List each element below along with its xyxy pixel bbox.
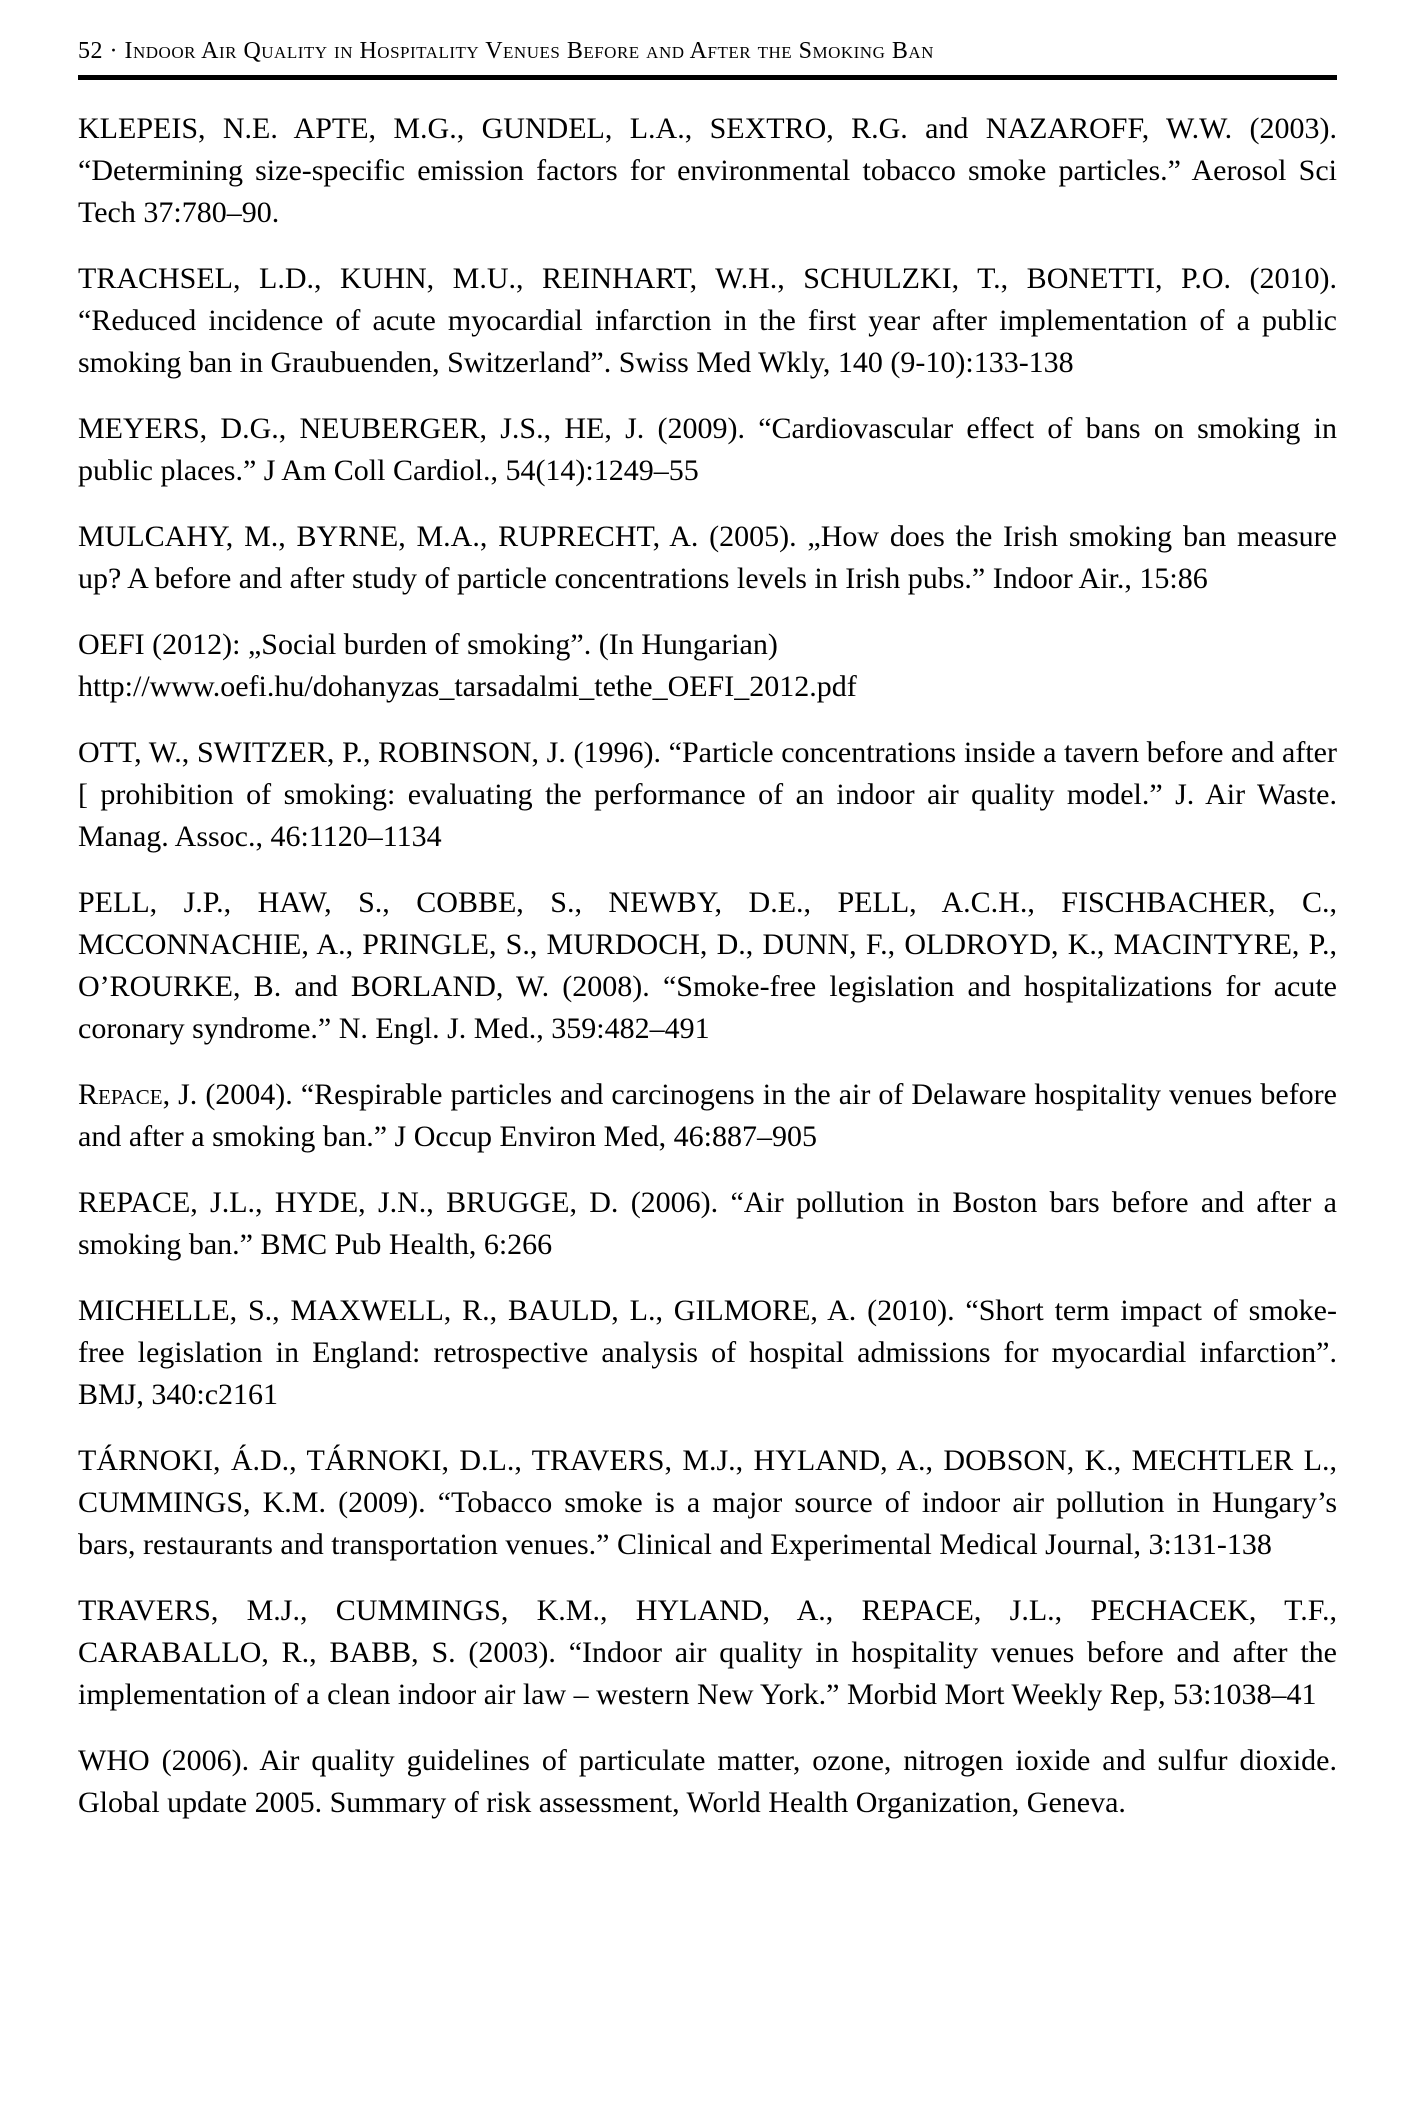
header-rule bbox=[78, 75, 1337, 80]
reference-text: TRAVERS, M.J., CUMMINGS, K.M., HYLAND, A., REPACE, J.L., PECHACEK, T.F., CARABALLO, R., BABB, S. (2003). “Indoor air quality in hospitality venues before and after the implementation of a clean indoor air law – western New York.” Morbid Mort Weekly Rep, 53:1038–41 bbox=[78, 1594, 1337, 1711]
reference-entry bbox=[78, 1182, 1337, 1266]
reference-entry bbox=[78, 624, 1337, 708]
reference-text: OEFI (2012): „Social burden of smoking”. (In Hungarian) bbox=[78, 628, 778, 661]
reference-entry bbox=[78, 258, 1337, 384]
reference-entry bbox=[78, 1290, 1337, 1416]
reference-author-smallcaps: Repace bbox=[78, 1078, 163, 1111]
reference-text: TRACHSEL, L.D., KUHN, M.U., REINHART, W.H., SCHULZKI, T., BONETTI, P.O. (2010). “Reduced incidence of acute myocardial infarction in the first year after implementation of a public smoking ban in Graubuenden, Switzerland”. Swiss Med Wkly, 140 (9-10):133-138 bbox=[78, 262, 1337, 379]
reference-text: REPACE, J.L., HYDE, J.N., BRUGGE, D. (2006). “Air pollution in Boston bars before and after a smoking ban.” BMC Pub Health, 6:266 bbox=[78, 1186, 1337, 1261]
reference-entry bbox=[78, 1740, 1337, 1824]
reference-text: MULCAHY, M., BYRNE, M.A., RUPRECHT, A. (2005). „How does the Irish smoking ban measure up? A before and after study of particle concentrations levels in Irish pubs.” Indoor Air., 15:86 bbox=[78, 520, 1337, 595]
reference-entry bbox=[78, 882, 1337, 1050]
reference-entry bbox=[78, 516, 1337, 600]
reference-text: PELL, J.P., HAW, S., COBBE, S., NEWBY, D.E., PELL, A.C.H., FISCHBACHER, C., MCCONNACHIE, A., PRINGLE, S., MURDOCH, D., DUNN, F., OLDROYD, K., MACINTYRE, P., O’ROURKE, B. and BORLAND, W. (2008). “Smoke-free legislation and hospitalizations for acute coronary syndrome.” N. Engl. J. Med., 359:482–491 bbox=[78, 886, 1337, 1045]
reference-url: http://www.oefi.hu/dohanyzas_tarsadalmi_tethe_OEFI_2012.pdf bbox=[78, 670, 857, 703]
reference-text: OTT, W., SWITZER, P., ROBINSON, J. (1996). “Particle concentrations inside a tavern before and after [ prohibition of smoking: evaluating the performance of an indoor air quality model.” J. Air Waste. Manag. Assoc., 46:1120–1134 bbox=[78, 736, 1337, 853]
reference-entry bbox=[78, 408, 1337, 492]
references-list bbox=[78, 108, 1337, 1824]
reference-text: , J. (2004). “Respirable particles and carcinogens in the air of Delaware hospitality venues before and after a smoking ban.” J Occup Environ Med, 46:887–905 bbox=[78, 1078, 1337, 1153]
reference-entry bbox=[78, 1440, 1337, 1566]
running-header bbox=[78, 30, 1337, 80]
running-header-text: 52 · Indoor Air Quality in Hospitality Venues Before and After the Smoking Ban bbox=[78, 38, 934, 64]
reference-text: MEYERS, D.G., NEUBERGER, J.S., HE, J. (2009). “Cardiovascular effect of bans on smoking in public places.” J Am Coll Cardiol., 54(14):1249–55 bbox=[78, 412, 1337, 487]
reference-text: KLEPEIS, N.E. APTE, M.G., GUNDEL, L.A., SEXTRO, R.G. and NAZAROFF, W.W. (2003). “Determining size-specific emission factors for environmental tobacco smoke particles.” Aerosol Sci Tech 37:780–90. bbox=[78, 112, 1337, 229]
reference-entry bbox=[78, 732, 1337, 858]
reference-text: WHO (2006). Air quality guidelines of particulate matter, ozone, nitrogen ioxide and sulfur dioxide. Global update 2005. Summary of risk assessment, World Health Organization, Geneva. bbox=[78, 1744, 1337, 1819]
reference-text: TÁRNOKI, Á.D., TÁRNOKI, D.L., TRAVERS, M.J., HYLAND, A., DOBSON, K., MECHTLER L., CUMMINGS, K.M. (2009). “Tobacco smoke is a major source of indoor air pollution in Hungary’s bars, restaurants and transportation venues.” Clinical and Experimental Medical Journal, 3:131-138 bbox=[78, 1444, 1337, 1561]
reference-entry bbox=[78, 108, 1337, 234]
reference-entry bbox=[78, 1074, 1337, 1158]
reference-text: MICHELLE, S., MAXWELL, R., BAULD, L., GILMORE, A. (2010). “Short term impact of smoke-free legislation in England: retrospective analysis of hospital admissions for myocardial infarction”. BMJ, 340:c2161 bbox=[78, 1294, 1337, 1411]
reference-entry bbox=[78, 1590, 1337, 1716]
